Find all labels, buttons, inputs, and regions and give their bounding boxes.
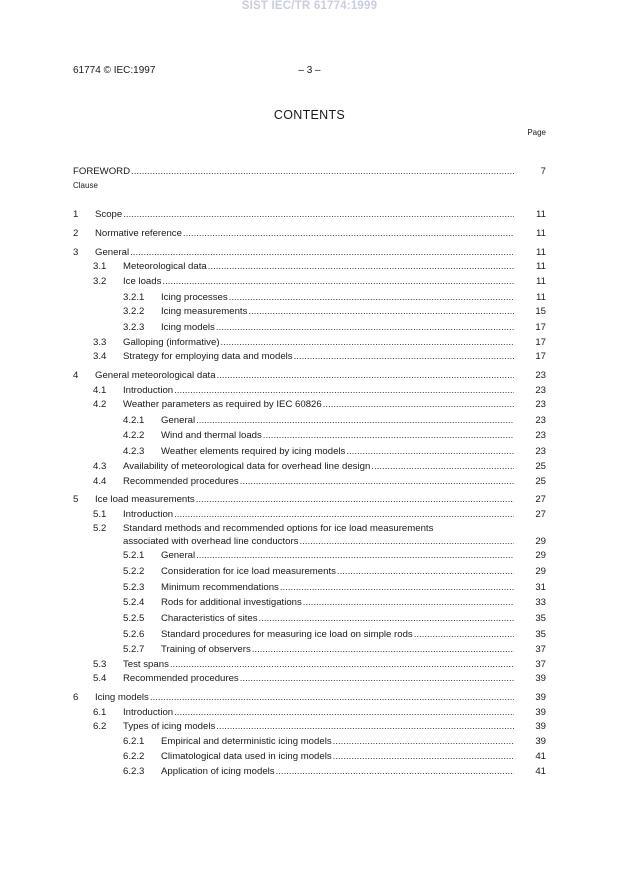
toc-entry-page: 11: [536, 292, 546, 303]
toc-entry-number: 6.2: [93, 721, 107, 732]
watermark: SIST IEC/TR 61774:1999: [241, 0, 378, 12]
dot-leader: [323, 398, 514, 412]
dot-leader: [131, 165, 514, 179]
dot-leader: [276, 765, 514, 779]
dot-leader: [174, 384, 514, 398]
toc-entry-title: Icing processes: [161, 292, 228, 303]
toc-entry[interactable]: [73, 208, 546, 222]
dot-leader: [248, 305, 514, 319]
dot-leader: [217, 369, 514, 383]
toc-entry-number: 2: [73, 228, 79, 239]
toc-entry-number: 4.3: [93, 461, 107, 472]
toc-entry-number: 4.1: [93, 385, 107, 396]
toc-entry[interactable]: [73, 475, 546, 489]
toc-entry[interactable]: [73, 658, 546, 672]
toc-entry-title: General: [95, 247, 130, 258]
toc-entry-page: 41: [535, 766, 546, 777]
dot-leader: [252, 643, 514, 657]
toc-entry[interactable]: [73, 706, 546, 720]
toc-entry-page: 17: [535, 351, 546, 362]
toc-entry-title: Availability of meteorological data for overhead line design: [123, 461, 371, 472]
dot-leader: [174, 706, 514, 720]
toc-entry-page: 39: [535, 707, 546, 718]
toc-entry-number: 4.2.1: [123, 415, 145, 426]
toc-entry-number: 1: [73, 209, 79, 220]
toc-entry-page: 25: [535, 476, 546, 487]
toc-entry-number: 5.3: [93, 659, 107, 670]
dot-leader: [259, 612, 515, 626]
toc-entry-title: General: [161, 550, 196, 561]
toc-entry[interactable]: [73, 398, 546, 412]
toc-entry-page: 39: [535, 673, 546, 684]
toc-entry[interactable]: [73, 508, 546, 522]
toc-entry-title: Weather parameters as required by IEC 60826: [123, 399, 322, 410]
toc-entry-title: FOREWORD: [73, 166, 131, 177]
toc-entry-page: 23: [535, 370, 546, 381]
toc-entry[interactable]: [73, 549, 546, 563]
toc-entry-title: Ice load measurements: [95, 494, 195, 505]
toc-entry-page: 29: [535, 566, 546, 577]
toc-entry[interactable]: [73, 246, 546, 260]
dot-leader: [414, 628, 514, 642]
toc-entry-number: 5.2.5: [123, 613, 145, 624]
toc-entry-title: Icing models: [95, 692, 149, 703]
toc-entry-title: Types of icing models: [123, 721, 216, 732]
toc-entry-page: 23: [535, 415, 546, 426]
toc-entry-page: 15: [535, 306, 546, 317]
toc-entry-number: 6.2.1: [123, 736, 145, 747]
toc-entry-title: Scope: [95, 209, 123, 220]
toc-entry-title: Application of icing models: [161, 766, 275, 777]
clause-column-label: Clause: [73, 181, 98, 190]
toc-entry-page: 23: [535, 399, 546, 410]
toc-entry-page: 37: [535, 659, 546, 670]
toc-entry[interactable]: [73, 384, 546, 398]
toc-entry-page: 31: [535, 582, 546, 593]
toc-entry[interactable]: [73, 275, 546, 289]
toc-entry-number: 5.2: [93, 523, 107, 534]
dot-leader: [196, 549, 514, 563]
toc-entry-number: 6.2.2: [123, 751, 145, 762]
toc-entry-page: 27: [535, 509, 546, 520]
toc-entry-page: 37: [535, 644, 546, 655]
dot-leader: [280, 581, 514, 595]
toc-entry-number: 5: [73, 494, 79, 505]
toc-entry-number: 3.2.1: [123, 292, 145, 303]
toc-entry-number: 4: [73, 370, 79, 381]
dot-leader: [240, 475, 514, 489]
toc-entry-title: Climatological data used in icing models: [161, 751, 332, 762]
toc-entry[interactable]: [73, 336, 546, 350]
toc-entry-number: 6: [73, 692, 79, 703]
toc-entry-number: 4.2.2: [123, 430, 145, 441]
toc-entry[interactable]: [73, 612, 546, 626]
dot-leader: [240, 672, 514, 686]
toc-entry-title: Recommended procedures: [123, 673, 239, 684]
toc-entry-title: Recommended procedures: [123, 476, 239, 487]
toc-entry-page: 11: [536, 276, 546, 287]
toc-entry[interactable]: [73, 691, 546, 705]
header-document-ref: 61774 © IEC:1997: [73, 65, 156, 76]
dot-leader: [183, 227, 514, 241]
toc-entry-number: 3: [73, 247, 79, 258]
toc-entry-title: Characteristics of sites: [161, 613, 258, 624]
toc-entry-page: 7: [540, 166, 546, 177]
toc-entry[interactable]: [73, 260, 546, 274]
toc-entry-number: 3.2.3: [123, 322, 145, 333]
toc-entry[interactable]: [73, 460, 546, 474]
toc-entry-number: 5.2.3: [123, 582, 145, 593]
toc-entry-page: 27: [535, 494, 546, 505]
toc-entry-title: Standard methods and recommended options for ice load measurements: [123, 523, 434, 534]
dot-leader: [130, 246, 514, 260]
toc-entry-number: 3.4: [93, 351, 107, 362]
toc-entry-title: Test spans: [123, 659, 169, 670]
dot-leader: [346, 445, 514, 459]
toc-entry-title: Icing models: [161, 322, 215, 333]
toc-entry[interactable]: [73, 493, 546, 507]
dot-leader: [196, 414, 514, 428]
toc-entry-title: Weather elements required by icing models: [161, 446, 346, 457]
toc-entry-continuation[interactable]: [73, 535, 546, 549]
dot-leader: [337, 565, 514, 579]
toc-entry-title: Normative reference: [95, 228, 182, 239]
toc-entry-title: Empirical and deterministic icing models: [161, 736, 332, 747]
dot-leader: [174, 508, 514, 522]
toc-entry-number: 5.2.7: [123, 644, 145, 655]
toc-entry-page: 11: [536, 261, 546, 272]
toc-entry[interactable]: [73, 596, 546, 610]
toc-entry-page: 11: [536, 228, 546, 239]
toc-entry-page: 35: [535, 629, 546, 640]
toc-entry-title: Introduction: [123, 385, 174, 396]
toc-entry-page: 35: [535, 613, 546, 624]
toc-entry-title: Introduction: [123, 707, 174, 718]
dot-leader: [196, 493, 514, 507]
toc-entry-page: 39: [535, 721, 546, 732]
dot-leader: [162, 275, 514, 289]
toc-entry-title-line2: associated with overhead line conductors: [123, 536, 299, 547]
toc-entry-number: 5.4: [93, 673, 107, 684]
toc-entry[interactable]: [73, 735, 546, 749]
toc-entry-title: General: [161, 415, 196, 426]
toc-entry[interactable]: [73, 565, 546, 579]
toc-entry[interactable]: [73, 643, 546, 657]
toc-entry-number: 5.1: [93, 509, 107, 520]
dot-leader: [299, 535, 514, 549]
toc-entry-page: 25: [535, 461, 546, 472]
toc-entry-number: 6.2.3: [123, 766, 145, 777]
toc-entry-page: 23: [535, 385, 546, 396]
toc-entry[interactable]: [73, 445, 546, 459]
toc-entry-number: 5.2.1: [123, 550, 145, 561]
toc-entry[interactable]: [73, 291, 546, 305]
toc-entry[interactable]: [73, 321, 546, 335]
toc-entry[interactable]: [73, 672, 546, 686]
toc-entry[interactable]: [73, 414, 546, 428]
header-page-number: – 3 –: [298, 65, 321, 76]
toc-entry[interactable]: [73, 750, 546, 764]
dot-leader: [221, 336, 514, 350]
toc-entry[interactable]: [73, 522, 546, 536]
toc-entry-title: Ice loads: [123, 276, 162, 287]
toc-entry-number: 3.1: [93, 261, 107, 272]
toc-entry-title: General meteorological data: [95, 370, 216, 381]
toc-entry-page: 23: [535, 446, 546, 457]
dot-leader: [216, 321, 514, 335]
dot-leader: [150, 691, 514, 705]
dot-leader: [208, 260, 514, 274]
toc-entry-page: 33: [535, 597, 546, 608]
toc-entry-page: 11: [536, 209, 546, 220]
toc-entry-page: 17: [535, 322, 546, 333]
toc-entry-title: Icing measurements: [161, 306, 248, 317]
toc-entry-page: 11: [536, 247, 546, 258]
toc-entry[interactable]: [73, 581, 546, 595]
toc-entry-page: 17: [535, 337, 546, 348]
toc-entry-title: Minimum recommendations: [161, 582, 279, 593]
toc-entry-title: Training of observers: [161, 644, 251, 655]
page-title: CONTENTS: [273, 108, 346, 122]
toc-entry[interactable]: [73, 305, 546, 319]
toc-entry-title: Introduction: [123, 509, 174, 520]
toc-entry-number: 4.2: [93, 399, 107, 410]
toc-entry-title: Consideration for ice load measurements: [161, 566, 336, 577]
toc-entry-page: 29: [535, 536, 546, 547]
dot-leader: [333, 735, 514, 749]
toc-entry[interactable]: [73, 165, 546, 179]
toc-entry[interactable]: [73, 369, 546, 383]
toc-entry-title: Wind and thermal loads: [161, 430, 262, 441]
toc-entry[interactable]: [73, 350, 546, 364]
toc-entry-title: Rods for additional investigations: [161, 597, 302, 608]
dot-leader: [333, 750, 514, 764]
toc-entry-number: 3.2.2: [123, 306, 145, 317]
toc-entry-title: Galloping (informative): [123, 337, 220, 348]
dot-leader: [294, 350, 514, 364]
toc-entry[interactable]: [73, 429, 546, 443]
toc-entry-page: 41: [535, 751, 546, 762]
toc-entry-number: 5.2.2: [123, 566, 145, 577]
toc-entry-number: 6.1: [93, 707, 107, 718]
toc-entry[interactable]: [73, 628, 546, 642]
toc-entry[interactable]: [73, 720, 546, 734]
toc-entry-page: 29: [535, 550, 546, 561]
page-column-label: Page: [527, 128, 546, 137]
toc-entry-number: 5.2.6: [123, 629, 145, 640]
dot-leader: [371, 460, 514, 474]
toc-entry[interactable]: [73, 765, 546, 779]
toc-entry[interactable]: [73, 227, 546, 241]
toc-entry-title: Standard procedures for measuring ice load on simple rods: [161, 629, 413, 640]
dot-leader: [170, 658, 514, 672]
dot-leader: [216, 720, 514, 734]
toc-entry-number: 5.2.4: [123, 597, 145, 608]
dot-leader: [229, 291, 514, 305]
dot-leader: [123, 208, 514, 222]
toc-entry-number: 3.2: [93, 276, 107, 287]
toc-entry-page: 23: [535, 430, 546, 441]
dot-leader: [263, 429, 514, 443]
toc-entry-title: Strategy for employing data and models: [123, 351, 293, 362]
toc-entry-number: 4.4: [93, 476, 107, 487]
toc-entry-number: 3.3: [93, 337, 107, 348]
dot-leader: [303, 596, 514, 610]
toc-entry-page: 39: [535, 692, 546, 703]
toc-entry-title: Meteorological data: [123, 261, 207, 272]
toc-entry-page: 39: [535, 736, 546, 747]
toc-entry-number: 4.2.3: [123, 446, 145, 457]
